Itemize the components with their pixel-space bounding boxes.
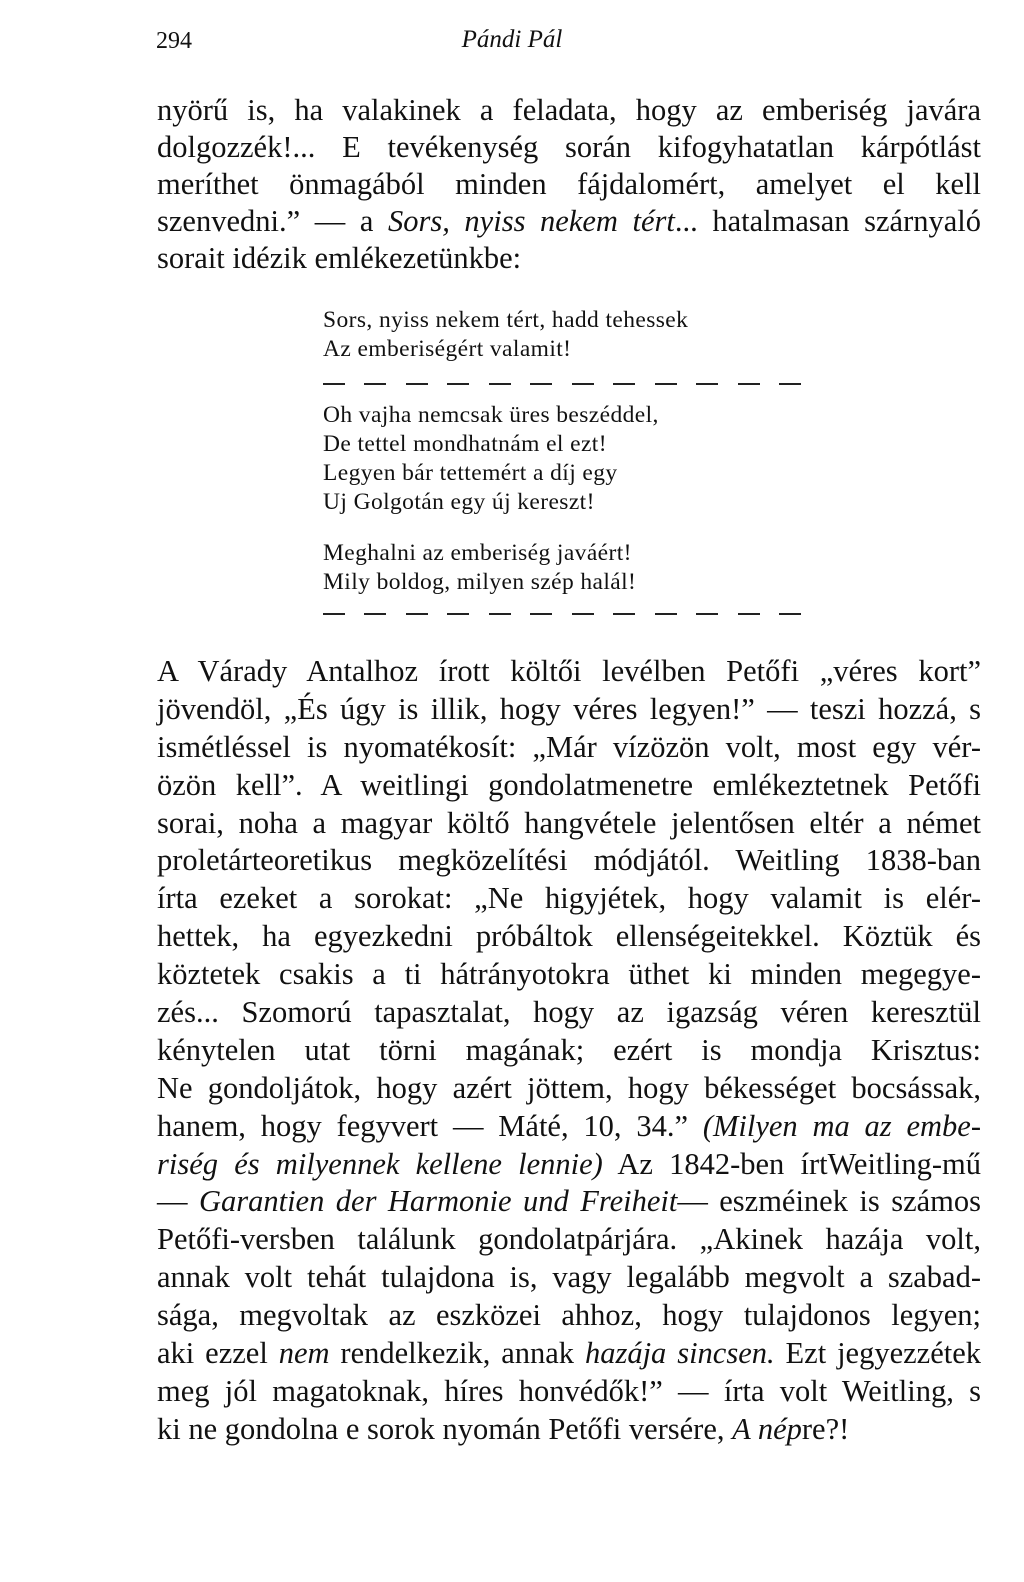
text-line: írta ezeket a sorokat: „Ne higyjétek, hogy valamit is elér- — [157, 881, 981, 916]
text-line: meríthet önmagából minden fájdalomért, amelyet el kell — [157, 167, 981, 201]
text-line: A Várady Antalhoz írott költői levélben Petőfi „véres kort” — [157, 654, 981, 688]
text-line: ismétléssel is nyomatékosít: „Már vízözön volt, most egy vér- — [157, 729, 981, 764]
text-line: sága, megvoltak az eszközei ahhoz, hogy tulajdonos legyen; — [157, 1298, 981, 1333]
text-line: köztetek csakis a ti hátrányotokra üthet ki minden megegye- — [157, 957, 981, 992]
italic-title: Sors, nyiss nekem tért — [387, 204, 675, 238]
text-run: Ezt jegyezzétek — [774, 1336, 981, 1371]
poem-line: Sors, nyiss nekem tért, hadd tehessek — [323, 307, 689, 333]
italic-title: (Milyen ma az embe- — [702, 1108, 981, 1143]
poem-line: Meghalni az emberiség javáért! — [323, 540, 632, 566]
text-line — [157, 203, 981, 240]
poem-stanza-1 — [323, 306, 688, 364]
text-line: proletárteoretikus megközelítési módjától. Weitling 1838-ban — [157, 843, 981, 878]
poem-line: Mily boldog, milyen szép halál! — [323, 569, 637, 595]
text-line — [157, 1183, 981, 1221]
text-run: rendelkezik, annak — [329, 1336, 585, 1371]
page-number: 294 — [156, 28, 192, 54]
italic-title: Garantien der Harmonie und Freiheit — [198, 1184, 678, 1219]
poem-line: De tettel mondhatnám el ezt! — [323, 431, 607, 457]
text-run: aki ezzel — [157, 1336, 279, 1371]
text-line: hettek, ha egyezkedni próbáltok ellenségeitekkel. Köztük és — [157, 919, 981, 954]
poem-line: Uj Golgotán egy új kereszt! — [323, 489, 595, 515]
text-run: szenvedni.” — a — [157, 204, 388, 238]
text-line: Ne gondoljátok, hogy azért jöttem, hogy békességet bocsássak, — [157, 1070, 981, 1105]
text-run: re?! — [801, 1411, 850, 1446]
italic-emphasis: nem — [278, 1336, 330, 1371]
text-line: Petőfi-versben találunk gondolatpárjára. „Akinek hazája volt, — [157, 1222, 981, 1257]
text-line: zés... Szomorú tapasztalat, hogy az igazság véren keresztül — [157, 995, 981, 1030]
text-line: dolgozzék!... E tevékenység során kifogyhatatlan kárpótlást — [157, 130, 981, 164]
poem-line: Legyen bár tettemért a díj egy — [323, 460, 618, 486]
text-line — [157, 1335, 981, 1373]
text-line — [157, 1146, 981, 1184]
running-title: Pándi Pál — [461, 26, 563, 53]
text-line — [157, 1411, 981, 1449]
text-line — [157, 1108, 981, 1146]
paragraph-1 — [157, 92, 981, 277]
ellipsis-dash-divider — [323, 612, 801, 616]
poem-line: Oh vajha nemcsak üres beszéddel, — [323, 402, 659, 428]
text-line: annak volt tehát tulajdona is, vagy legalább megvolt a szabad- — [157, 1260, 981, 1295]
text-run: — eszméinek is számos — [677, 1184, 981, 1219]
italic-title: riség és milyennek kellene lennie) — [157, 1146, 603, 1181]
ellipsis-dash-divider — [323, 382, 801, 386]
text-line: nyörű is, ha valakinek a feladata, hogy az emberiség javára — [157, 93, 981, 127]
italic-title: A nép — [732, 1411, 802, 1446]
text-run: ... hatalmasan szárnyaló — [674, 204, 982, 238]
text-run: hanem, hogy fegyvert — Máté, 10, 34.” — [157, 1108, 703, 1143]
text-run: ki ne gondolna e sorok nyomán Petőfi versére, — [157, 1411, 733, 1446]
text-line: kénytelen utat törni magának; ezért is mondja Krisztus: — [157, 1032, 981, 1067]
poem-line: Az emberiségért valamit! — [323, 336, 572, 362]
text-run: — — [157, 1184, 199, 1219]
text-run: Az 1842-ben írtWeitling-mű — [602, 1146, 981, 1181]
poem-stanza-3 — [323, 539, 636, 597]
text-line: sorai, noha a magyar költő hangvétele jelentősen eltér a német — [157, 805, 981, 840]
text-line: sorait idézik emlékezetünkbe: — [157, 241, 522, 275]
paragraph-2 — [157, 653, 981, 1449]
poem-stanza-2 — [323, 401, 659, 517]
text-line: jövendöl, „És úgy is illik, hogy véres legyen!” — teszi hozzá, s — [157, 691, 981, 726]
italic-emphasis: hazája sincsen. — [584, 1336, 775, 1371]
text-line: özön kell”. A weitlingi gondolatmenetre emlékeztetnek Petőfi — [157, 767, 981, 802]
text-line: meg jól magatoknak, híres honvédők!” — írta volt Weitling, s — [157, 1373, 981, 1408]
